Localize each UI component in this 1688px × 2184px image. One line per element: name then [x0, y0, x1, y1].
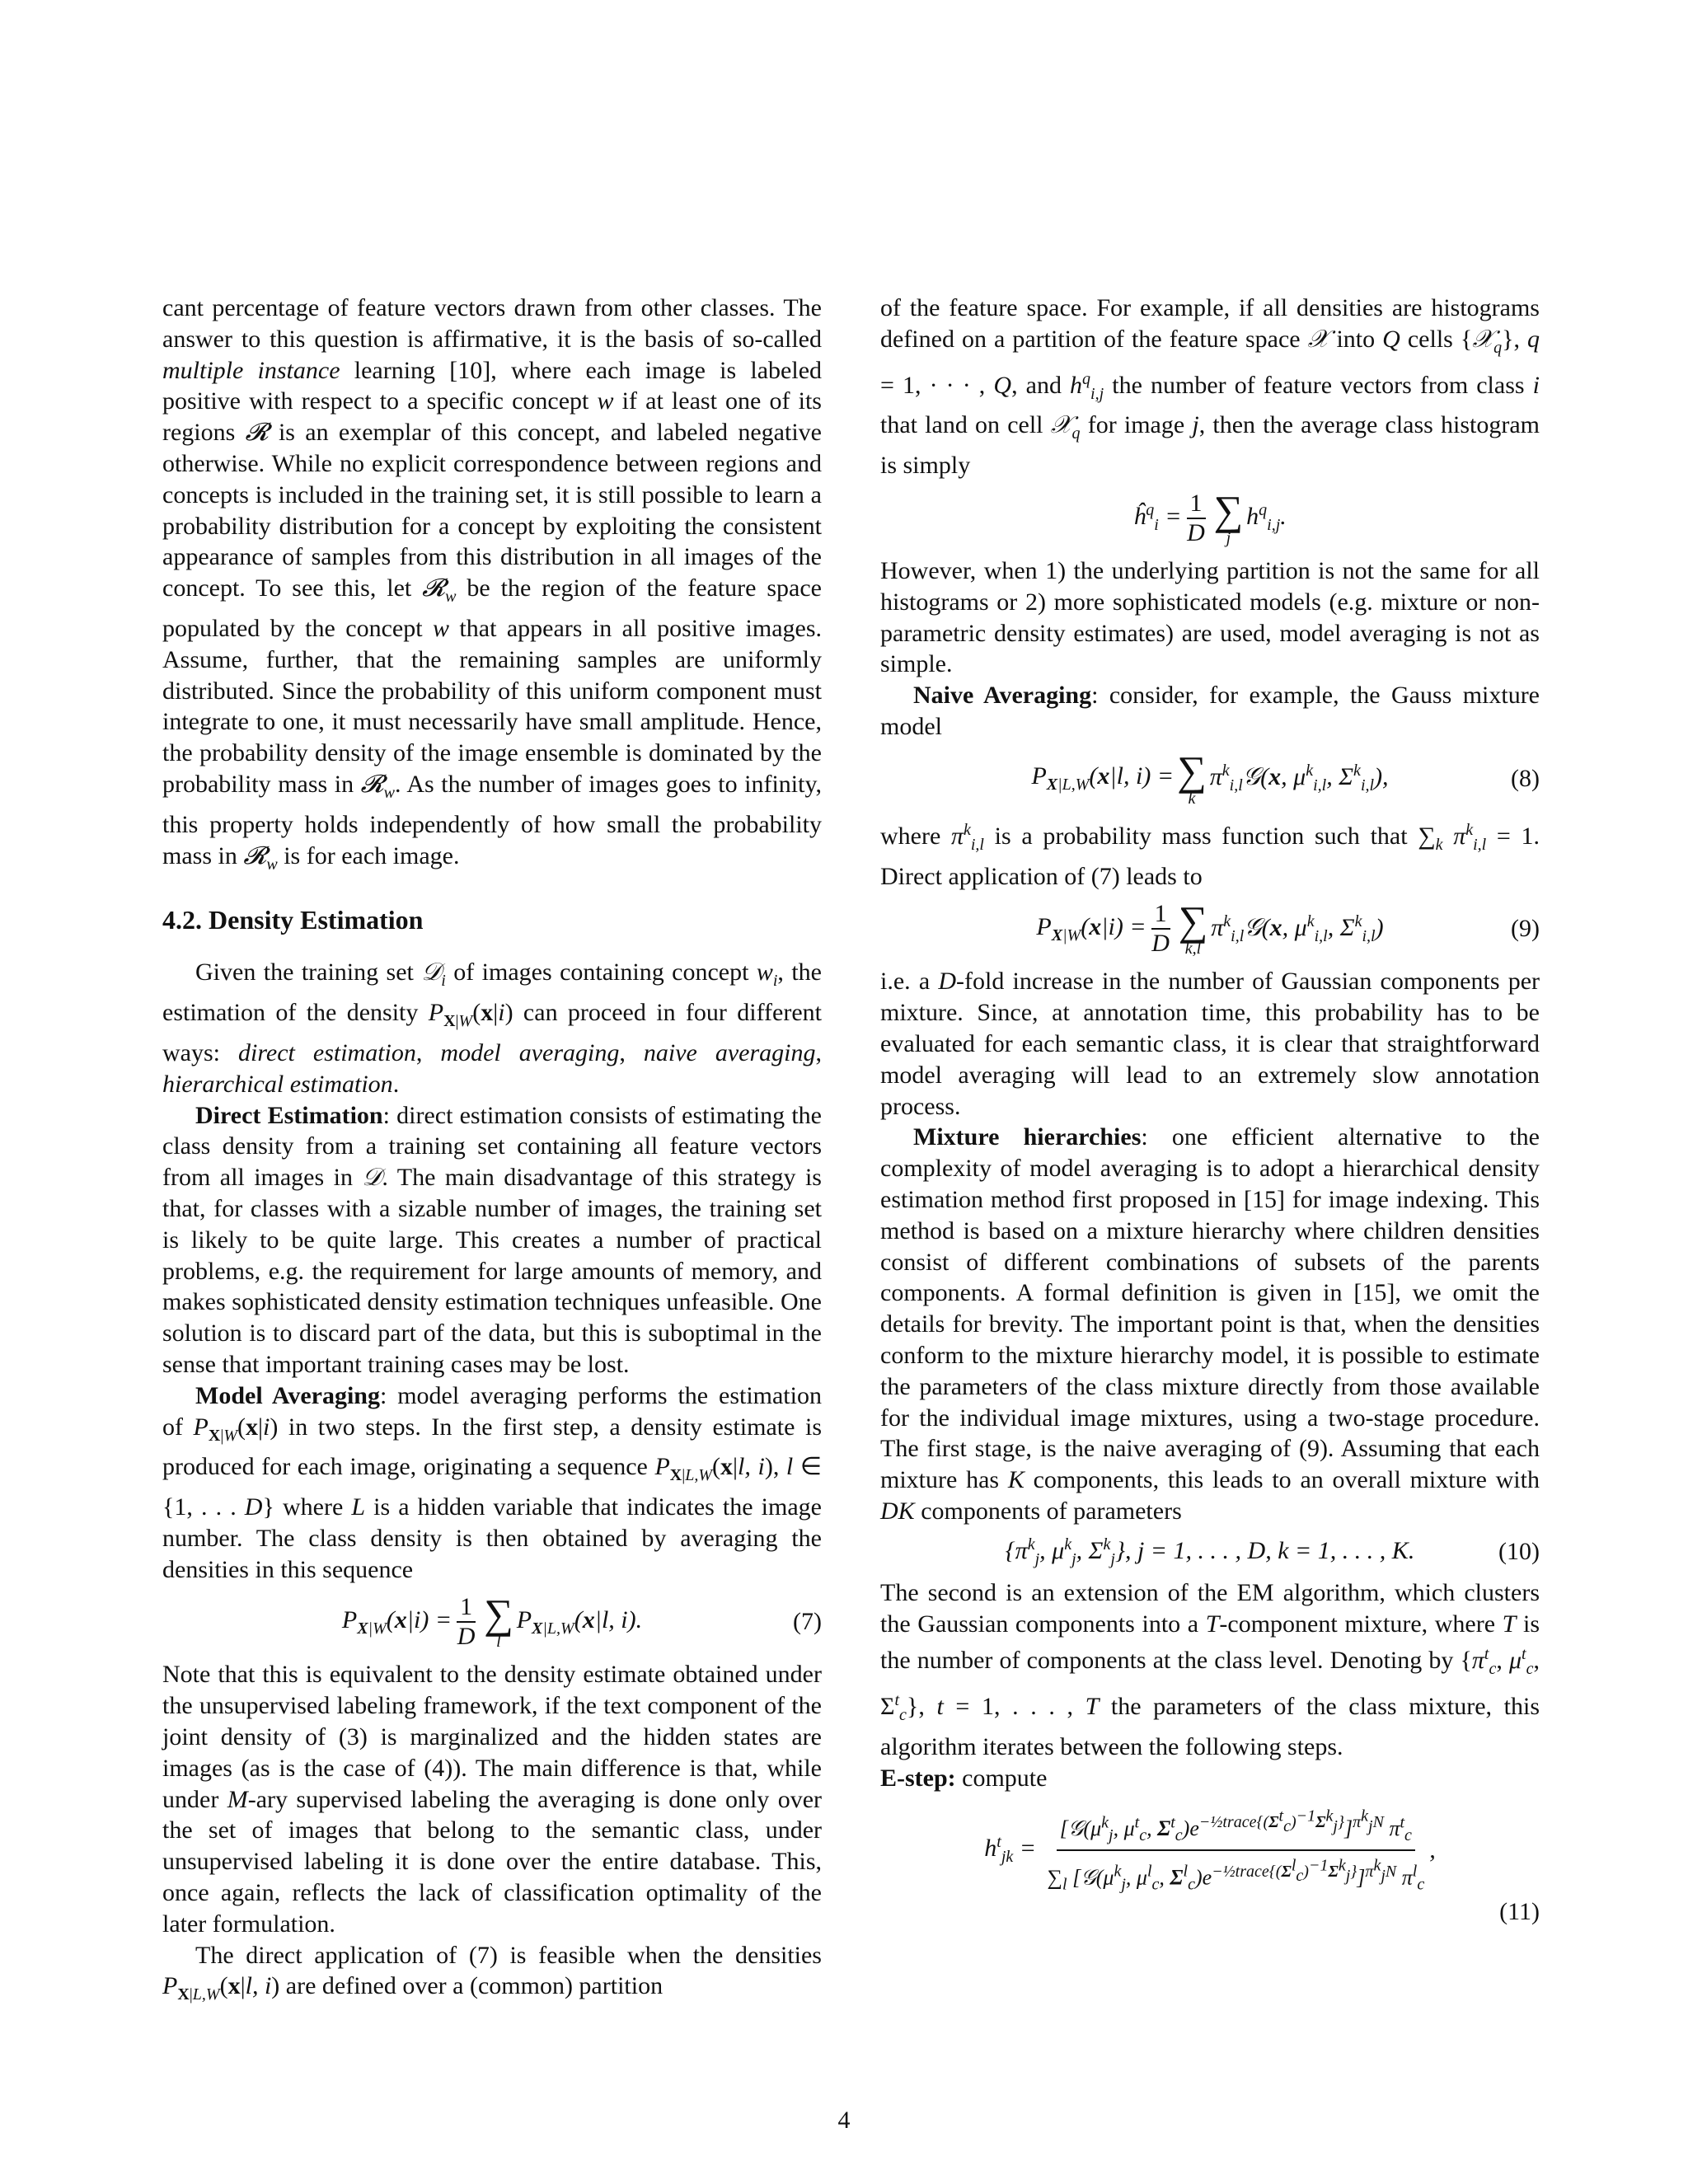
right-paragraph-7: The second is an extension of the EM algorithm, which clusters the Gaussian components into a T-component mixture, where T is the number of components at the class level. Denoting by {$\pi^t_c$, $\mu^t_c$, $\Sigma^t_c$}, t = 1, . . . , T the parameters of the class mixture, this algorithm iterates between the following steps. [880, 1578, 1540, 1760]
equation-7-number: (7) [793, 1608, 822, 1636]
e-step-label: E-step: [880, 1764, 956, 1792]
equation-11-number: (11) [1499, 1898, 1540, 1926]
equation-9-number: (9) [1511, 915, 1540, 943]
e-step-text: compute [955, 1764, 1048, 1792]
equation-histogram: $ĥ^q_i$ = $\frac{1}{D}$ ∑ j $h^q_{i,j}$. [1133, 486, 1287, 547]
equation-8: $P_{X|L,W}(x|l$, i) = ∑ k $\pi^k_{i,l}𝒢(x$, $\mu^k_{i,l}$, $\Sigma^k_{i,l}$), (8) [1031, 747, 1540, 808]
equation-10-number: (10) [1498, 1538, 1540, 1566]
left-paragraph-direct: Direct Estimation: direct estimation consists of estimating the class density from a training set containing all feature vectors from all images in 𝒟. The main disadvantage of this strategy is that, for classes with a sizable number of images, the training set is likely to be quite large. This creates a number of practical problems, e.g. the requirement for large amounts of memory, and makes sophisticated density estimation techniques unfeasible. One solution is to discard part of the data, but this is suboptimal in the sense that important training cases may be lost. [162, 1101, 822, 1378]
right-paragraph-naive: Naive Averaging: consider, for example, the Gauss mixture model [880, 682, 1540, 740]
naive-averaging-label: Naive Averaging [913, 682, 1092, 710]
left-paragraph-6: The direct application of (7) is feasible when the densities $P_{X|L,W}(x|l$, i) are defined over a (common) partition [162, 1941, 822, 2004]
equation-9: $P_{X|W}(x|i)$ = $\frac{1}{D}$ ∑ k,l $\pi^k_{i,l}𝒢(x$, $\mu^k_{i,l}$, $\Sigma^k_{i,l}$) (9) [1036, 898, 1540, 958]
left-paragraph-5: Note that this is equivalent to the density estimate obtained under the unsupervised labeling framework, if the text component of the joint density of (3) is marginalized and the hidden states are images (as is the case of (4)). The main difference is that, while under M-ary supervised labeling the averaging is done only over the set of images that belong to the semantic class, under unsupervised labeling it is done over the entire database. This, once again, reflects the lack of classification optimality of the later formulation. [162, 1661, 822, 1938]
section-heading: 4.2. Density Estimation [162, 905, 424, 935]
right-paragraph-1: of the feature space. For example, if all densities are histograms defined on a partition of the feature space 𝒳 into Q cells {𝒳$_q$}, q = 1, · · · , Q, and $h^q_{i,j}$ the number of feature vectors from class i that land on cell 𝒳$_q$ for image j, then the average class histogram is simply [880, 294, 1540, 480]
left-paragraph-model: Model Averaging: model averaging performs the estimation of $P_{X|W}(x|i)$ in two steps. In the first step, a density estimate is produced for each image, originating a sequence $P_{X|L,W}(x|l$, i), l ∈ {1, . . . D} where L is a hidden variable that indicates the image number. The class density is then obtained by averaging the densities in this sequence [162, 1381, 822, 1583]
mixture-hierarchies-label: Mixture hierarchies [913, 1123, 1142, 1151]
equation-10: {$\pi^k_j$, $\mu^k_j$, $\Sigma^k_j$}, j = 1, . . . , D, k = 1, . . . , K. (10) [1005, 1535, 1540, 1568]
equation-7: $P_{X|W}(x|i)$ = $\frac{1}{D}$ ∑ l $P_{X|L,W}(x|l$, i). (7) [341, 1591, 822, 1652]
left-column [162, 293, 822, 2011]
right-paragraph-mixture: Mixture hierarchies: one efficient alternative to the complexity of model averaging is to adopt a hierarchical density estimation method first proposed in [15] for image indexing. This method is based on a mixture hierarchy where children densities consist of different combinations of subsets of the parents components. A formal definition is given in [15], we omit the details for brevity. The important point is that, when the densities conform to the mixture hierarchy model, it is possible to estimate the parameters of the class mixture directly from those available for the individual image mixtures, using a two-stage procedure. The first stage, is the naive averaging of (9). Assuming that each mixture has K components, this leads to an overall mixture with DK components of parameters [880, 1123, 1540, 1525]
right-paragraph-5: i.e. a D-fold increase in the number of Gaussian components per mixture. Since, at annotation time, this probability has to be evaluated for each semantic class, it is clear that straightforward model averaging will lead to an extremely slow annotation process. [880, 968, 1540, 1120]
model-averaging-label: Model Averaging [195, 1381, 380, 1409]
right-paragraph-2: However, when 1) the underlying partition is not the same for all histograms or 2) more sophisticated models (e.g. mixture or non-parametric density estimates) are used, model averaging is not as simple. [880, 556, 1540, 678]
left-paragraph-2: Given the training set 𝒟$_i$ of images containing concept $w_i$, the estimation of the density $P_{X|W}(x|i)$ can proceed in four different ways: direct estimation, model averaging, naive averaging, hierarchical estimation. [162, 958, 823, 1098]
right-paragraph-4: where $\pi^k_{i,l}$ is a probability mass function such that $\sum_k$ $\pi^k_{i,l} = 1$. Direct application of (7) leads to [880, 820, 1540, 890]
left-paragraph-1: cant percentage of feature vectors drawn from other classes. The answer to this question is affirmative, it is the basis of so-called multiple instance learning [10], where each image is labeled positive with respect to a specific concept w if at least one of its regions 𝓡 is an exemplar of this concept, and labeled negative otherwise. While no explicit correspondence between regions and concepts is included in the training set, it is still possible to learn a probability distribution for a concept by exploiting the consistent appearance of samples from this distribution in all images of the concept. To see this, let 𝓡$_w$ be the region of the feature space populated by the concept w that appears in all positive images. Assume, further, that the remaining samples are uniformly distributed. Since the probability of this uniform component must integrate to one, it must necessarily have small amplitude. Hence, the probability density of the image ensemble is dominated by the probability mass in 𝓡$_w$. As the number of images goes to infinity, this property holds independently of how small the probability mass in 𝓡$_w$ is for each image. [162, 294, 823, 874]
right-paragraph-estep [880, 1763, 1540, 1794]
direct-estimation-label: Direct Estimation [195, 1101, 383, 1129]
equation-11: $h^t_{jk}$ = $\frac{[𝒢(\mu^k_j, \mu^t_c, \Sigma^t_c)e^{-\frac{1}{2}trace\{(\Sigma^t_c)^{-1}\Sigma^k_j\}}]^{\pi^k_jN} \pi^t_c}{\sum_l [𝒢(\mu^k_j, \mu^l_c, \Sigma^l_c)e^{-\frac{1}{2}trace\{(\Sigma^l_c)^{-1}\Sigma^k_j\}}]^{\pi^k_jN} \pi^l_c}$ , (11) [880, 1802, 1540, 1926]
right-column [880, 293, 1540, 1934]
page-number: 4 [837, 2107, 851, 2134]
equation-8-number: (8) [1511, 764, 1540, 792]
